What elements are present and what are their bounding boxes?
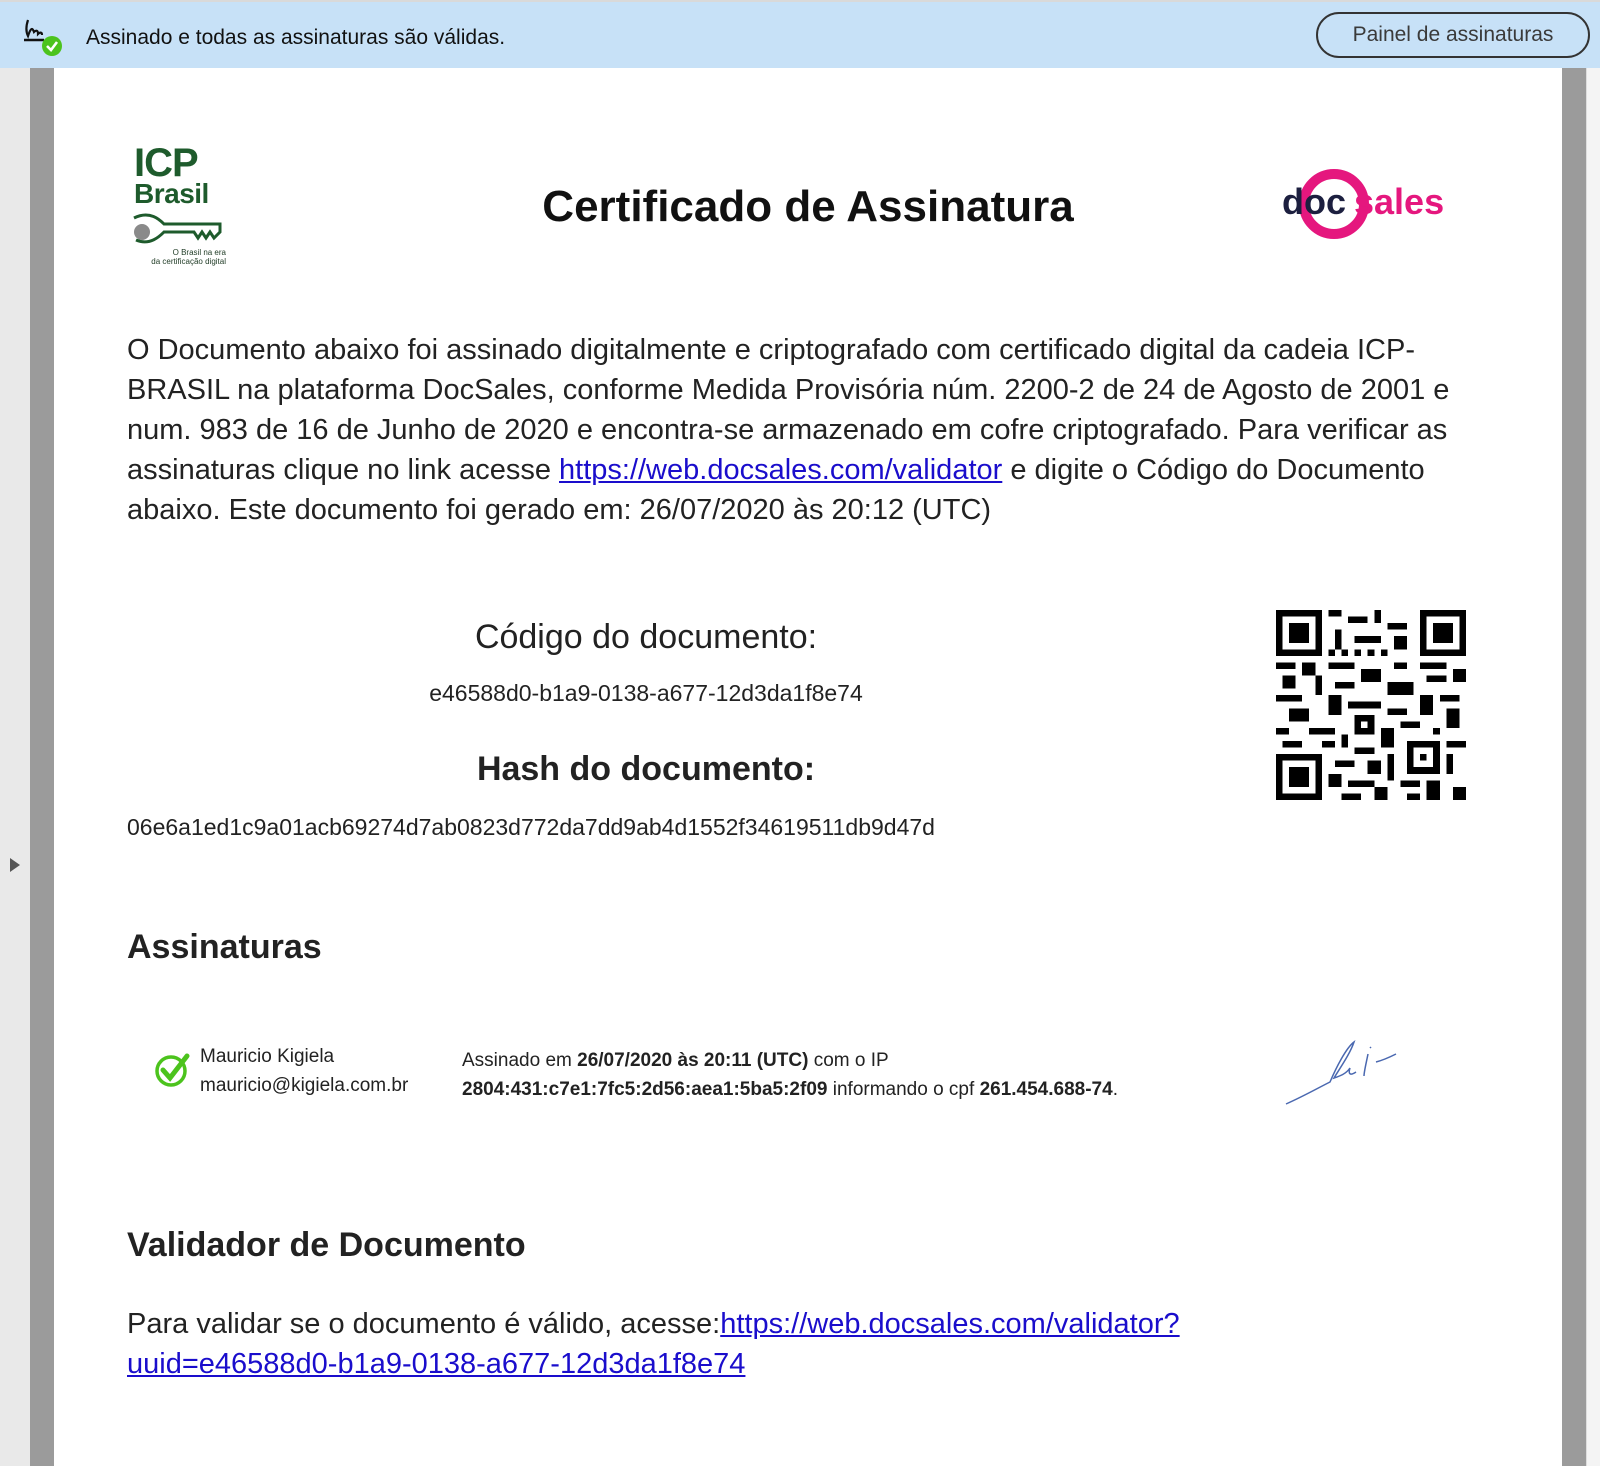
signer-cpf: 261.454.688-74: [979, 1079, 1113, 1100]
signatures-heading: Assinaturas: [127, 928, 322, 966]
vertical-scrollbar[interactable]: [1586, 68, 1600, 1466]
svg-text:doc: doc: [1282, 181, 1347, 222]
docsales-logo: [1282, 168, 1462, 240]
validator-uuid-link[interactable]: https://web.docsales.com/validator? uuid=e46588d0-b1a9-0138-a677-12d3da1f8e74: [127, 1308, 1180, 1380]
qr-code: [1276, 610, 1466, 800]
signature-entry: [154, 1046, 1454, 1116]
signer-email: mauricio@kigiela.com.br: [200, 1075, 409, 1096]
page-gutter-left: [30, 68, 54, 1466]
signature-valid-icon: [20, 16, 66, 60]
signature-panel-button[interactable]: Painel de assinaturas: [1316, 12, 1590, 58]
validator-link[interactable]: https://web.docsales.com/validator: [559, 454, 1003, 486]
document-hash-label: Hash do documento:: [476, 750, 816, 788]
validator-heading: Validador de Documento: [127, 1226, 526, 1264]
intro-paragraph: O Documento abaixo foi assinado digitalmente e criptografado com certificado digital da cadeia ICP-BRASIL na plataforma DocSales, conforme Medida Provisória núm. 2200-2 de 24 de Agosto de 2001 e num. 983 de 16 de Junho de 2020 e encontra-se armazenado em cofre criptografado. Para verificar as assinaturas clique no link acesse https://web.docsales.com/validator e digite o Código do Documento abaixo. Este documento foi gerado em: 26/07/2020 às 20:12 (UTC): [127, 334, 1450, 526]
left-side-panel: [0, 68, 30, 1466]
signature-status-text: Assinado e todas as assinaturas são válidas.: [86, 26, 506, 49]
icp-logo-subtitle: Brasil: [134, 178, 209, 209]
validator-paragraph: Para validar se o documento é válido, acesse:https://web.docsales.com/validator? uuid=e46588d0-b1a9-0138-a677-12d3da1f8e74: [127, 1308, 1180, 1380]
handwritten-signature: [1284, 1028, 1424, 1108]
document-code-value: e46588d0-b1a9-0138-a677-12d3da1f8e74: [429, 680, 863, 706]
expand-sidebar-arrow-icon[interactable]: [10, 858, 20, 872]
signature-status-bar: [0, 0, 1600, 68]
document-page: [54, 68, 1562, 1466]
signer-ip: 2804:431:c7e1:7fc5:2d56:aea1:5ba5:2f09: [462, 1079, 828, 1100]
icp-logo-caption: O Brasil na era da certificação digital: [151, 248, 226, 266]
svg-text:sales: sales: [1354, 181, 1445, 222]
valid-signature-check-icon: [154, 1052, 190, 1088]
document-title: Certificado de Assinatura: [542, 182, 1074, 231]
document-code-label: Código do documento:: [474, 618, 818, 656]
signature-details: Assinado em 26/07/2020 às 20:11 (UTC) com o IP 2804:431:c7e1:7fc5:2d56:aea1:5ba5:2f09 informando o cpf 261.454.688-74.: [462, 1050, 1118, 1100]
page-gutter-right: [1562, 68, 1586, 1466]
document-hash-value: 06e6a1ed1c9a01acb69274d7ab0823d772da7dd9ab4d1552f34619511db9d47d: [127, 814, 935, 840]
signer-name: Mauricio Kigiela: [200, 1046, 335, 1067]
icp-logo-title: ICP: [134, 141, 198, 185]
